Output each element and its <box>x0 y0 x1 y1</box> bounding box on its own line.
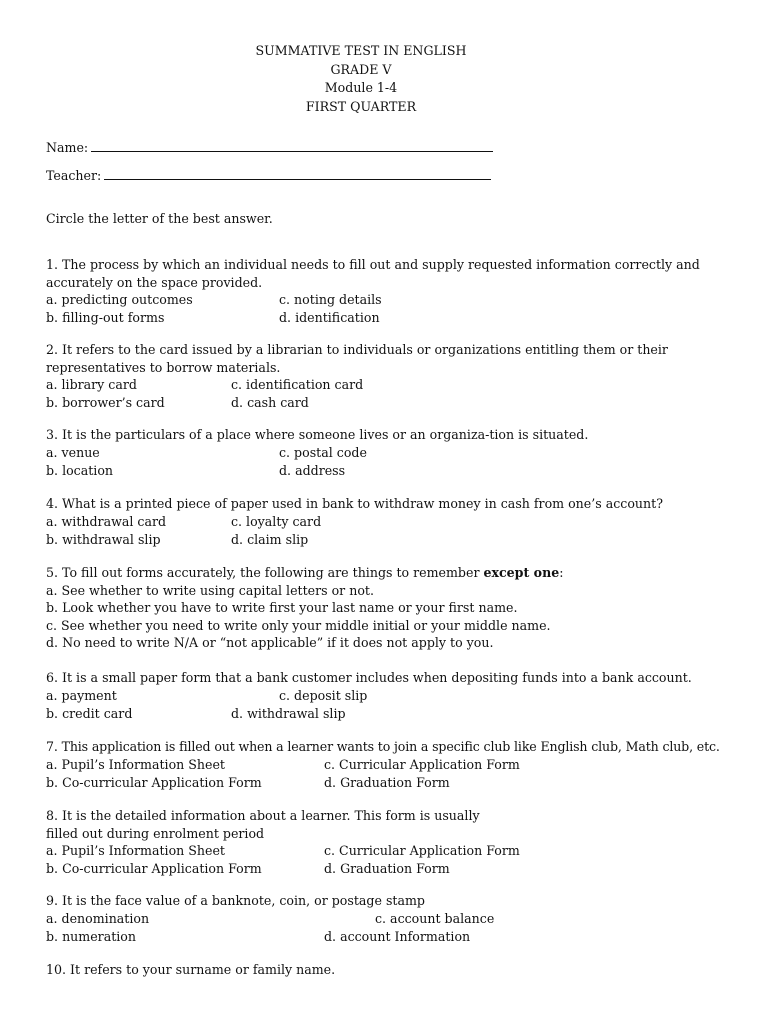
question-stem: 2. It refers to the card issued by a librarian to individuals or organizations entitling them or their representatives to borrow materials. <box>46 342 668 375</box>
choice-d: d. identification <box>279 310 380 325</box>
choice-a: a. venue <box>46 444 100 460</box>
choice-d: d. Graduation Form <box>324 774 450 790</box>
choice-a: a. Pupil’s Information Sheet <box>46 843 225 858</box>
choice-c: c. noting details <box>279 292 382 307</box>
choice-b: b. withdrawal slip <box>46 531 161 547</box>
name-label: Name: <box>46 140 89 155</box>
choice-c: c. Curricular Application Form <box>324 843 520 858</box>
question-1 <box>46 256 746 327</box>
choice-a: a. withdrawal card <box>46 513 167 529</box>
choice-a: a. denomination <box>46 910 150 926</box>
choice-c: c. identification card <box>231 377 364 392</box>
instruction-text: Circle the letter of the best answer. <box>46 211 273 226</box>
name-blank-line[interactable] <box>91 139 493 152</box>
choice-c: c. loyalty card <box>231 513 322 529</box>
choice-d: d. No need to write N/A or “not applicable” if it does not apply to you. <box>46 635 494 650</box>
question-stem: 6. It is a small paper form that a bank customer includes when depositing funds into a bank account. <box>46 670 692 685</box>
choice-b: b. Look whether you have to write first your last name or your first name. <box>46 600 518 615</box>
question-stem: 3. It is the particulars of a place where someone lives or an organiza-tion is situated. <box>46 427 589 442</box>
choice-d: d. claim slip <box>231 531 309 547</box>
module-range: Module 1-4 <box>324 80 398 95</box>
choice-b: b. credit card <box>46 705 133 721</box>
teacher-blank-line[interactable] <box>104 167 491 180</box>
question-7 <box>46 738 746 792</box>
choice-c: c. Curricular Application Form <box>324 756 520 772</box>
stem-text: 5. To fill out forms accurately, the following are things to remember <box>46 565 484 580</box>
choice-a: a. payment <box>46 687 117 703</box>
choice-a: a. Pupil’s Information Sheet <box>46 756 225 772</box>
stem-emphasis: except one <box>483 565 560 580</box>
choice-a: a. See whether to write using capital letters or not. <box>46 582 374 598</box>
choice-b: b. borrower’s card <box>46 395 165 410</box>
stem-colon: : <box>559 565 564 580</box>
question-9 <box>46 892 746 946</box>
choice-b: b. location <box>46 462 114 478</box>
choice-a: a. predicting outcomes <box>46 292 193 307</box>
question-stem <box>46 564 746 582</box>
choice-a: a. library card <box>46 377 137 392</box>
choice-b: b. filling-out forms <box>46 310 165 325</box>
choice-d: d. Graduation Form <box>324 861 450 876</box>
question-5 <box>46 564 746 652</box>
question-4 <box>46 495 746 549</box>
question-6 <box>46 669 746 723</box>
choice-b: b. numeration <box>46 928 136 944</box>
question-stem-line-2: filled out during enrolment period <box>46 825 265 841</box>
teacher-label: Teacher: <box>46 168 102 183</box>
question-3 <box>46 426 746 480</box>
question-stem: 1. The process by which an individual needs to fill out and supply requested information correctly and accurately on the space provided. <box>46 257 700 290</box>
question-stem: 10. It refers to your surname or family name. <box>46 962 336 977</box>
choice-c: c. account balance <box>375 910 495 926</box>
document-header <box>0 42 768 116</box>
question-10 <box>46 961 746 979</box>
choice-b: b. Co-curricular Application Form <box>46 861 262 876</box>
test-title: SUMMATIVE TEST IN ENGLISH <box>255 43 467 58</box>
question-stem: 9. It is the face value of a banknote, coin, or postage stamp <box>46 893 425 908</box>
question-2 <box>46 341 746 412</box>
choice-c: c. See whether you need to write only your middle initial or your middle name. <box>46 617 551 633</box>
choice-d: d. account Information <box>324 928 471 944</box>
question-stem: 4. What is a printed piece of paper used in bank to withdraw money in cash from one’s account? <box>46 496 663 511</box>
grade-level: GRADE V <box>330 61 392 77</box>
question-stem-line-1: 8. It is the detailed information about a learner. This form is usually <box>46 808 480 823</box>
choice-c: c. deposit slip <box>279 687 368 703</box>
choice-d: d. withdrawal slip <box>231 705 346 721</box>
choice-b: b. Co-curricular Application Form <box>46 774 262 790</box>
choice-d: d. cash card <box>231 395 309 410</box>
question-stem: 7. This application is filled out when a learner wants to join a specific club like English club, Math club, etc. <box>46 739 720 754</box>
choice-c: c. postal code <box>279 444 367 460</box>
choice-d: d. address <box>279 462 346 478</box>
teacher-field <box>46 167 491 185</box>
question-8 <box>46 807 746 878</box>
name-field <box>46 139 493 157</box>
quarter: FIRST QUARTER <box>305 98 417 114</box>
